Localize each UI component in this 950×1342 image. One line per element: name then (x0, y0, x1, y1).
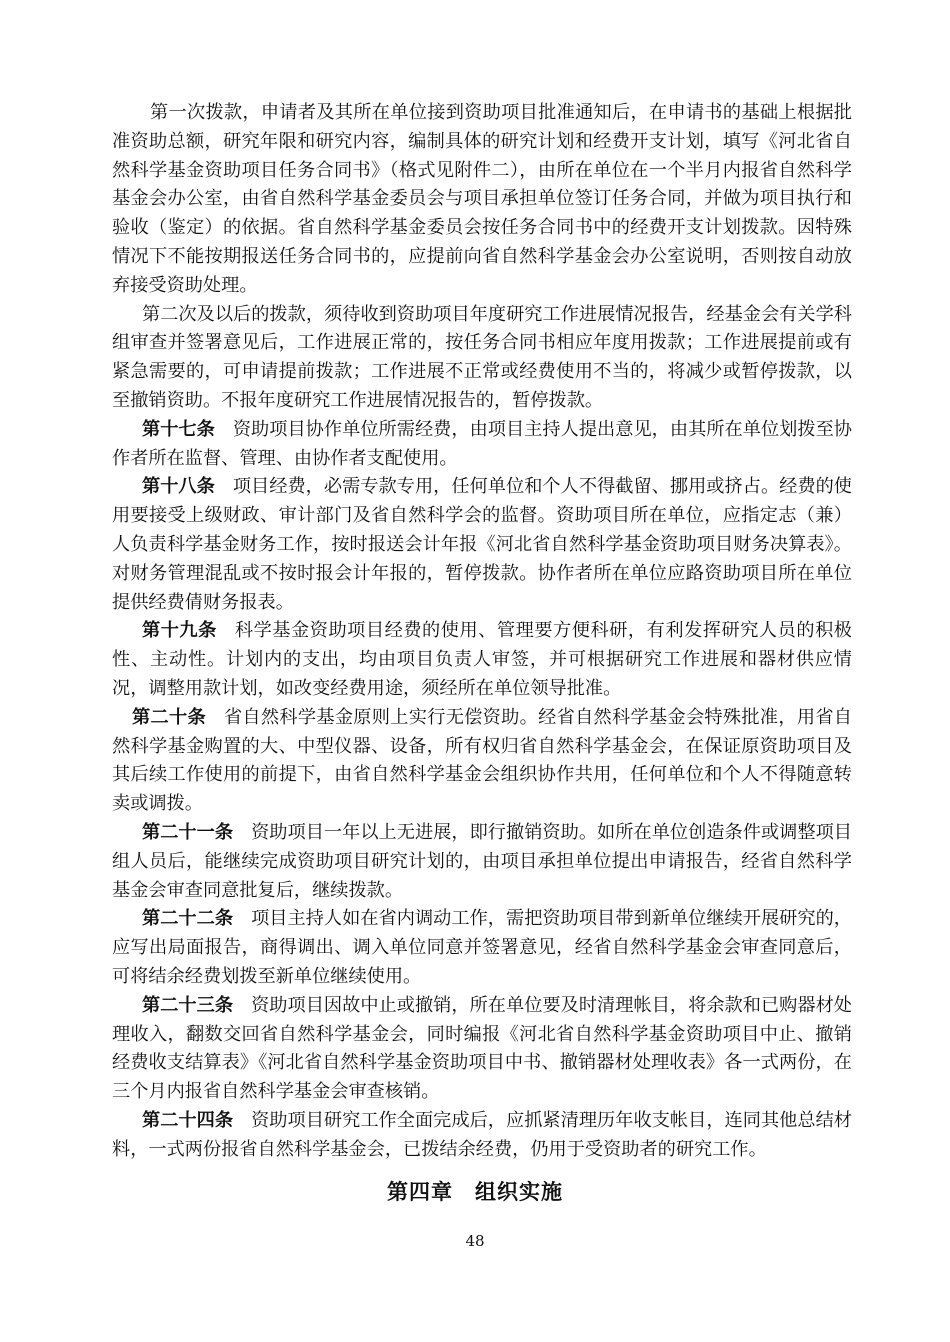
body-text (112, 99, 852, 1164)
article-19 (112, 617, 852, 703)
paragraph-text: 第二次及以后的拨款，须待收到资助项目年度研究工作进展情况报告，经基金会有关学科组审查并签署意见后，工作进展正常的，按任务合同书相应年度用拨款；工作进展提前或有紧急需要的，可申请提前拨款；工作进展不正常或经费使用不当的，将减少或暂停拨款，以至撤销资助。不报年度研究工作进展情况报告的，暂停拨款。 (112, 303, 852, 411)
article-text: 项目主持人如在省内调动工作，需把资助项目带到新单位继续开展研究的，应写出局面报告，商得调出、调入单位同意并签署意见，经省自然科学基金会审查同意后，可将结余经费划拨至新单位继续使用。 (112, 908, 852, 987)
article-number: 第二十四条 (142, 1109, 234, 1131)
article-20 (112, 704, 852, 819)
article-18 (112, 473, 852, 617)
chapter-title: 组织实施 (475, 1179, 563, 1204)
article-24 (112, 1107, 852, 1165)
article-number: 第十八条 (142, 476, 215, 498)
article-number: 第二十二条 (142, 908, 234, 930)
article-22 (112, 905, 852, 991)
article-text: 资助项目协作单位所需经费，由项目主持人提出意见，由其所在单位划拨至协作者所在监督、管理、由协作者支配使用。 (112, 418, 852, 469)
article-text: 资助项目因故中止或撤销，所在单位要及时清理帐目，将余款和已购器材处理收入，翻数交回省自然科学基金会，同时编报《河北省自然科学基金资助项目中止、撤销经费收支结算表》《河北省自然科学基金资助项目中书、撤销器材处理收表》各一式两份，在三个月内报省自然科学基金会审查核销。 (112, 994, 852, 1103)
paragraph-second-disbursement (112, 301, 852, 416)
article-number: 第二十三条 (142, 994, 234, 1016)
article-17 (112, 416, 852, 474)
chapter-number: 第四章 (387, 1179, 453, 1204)
article-number: 第二十一条 (142, 821, 234, 843)
paragraph-first-disbursement (112, 99, 852, 301)
article-23 (112, 992, 852, 1107)
article-text: 省自然科学基金原则上实行无偿资助。经省自然科学基金会特殊批准，用省自然科学基金购置的大、中型仪器、设备，所有权归省自然科学基金会，在保证原资助项目及其后续工作使用的前提下，由省自然科学基金会组织协作共用，任何单位和个人不得随意转卖或调拨。 (112, 706, 852, 815)
article-text: 资助项目研究工作全面完成后，应抓紧清理历年收支帐目，连同其他总结材料，一式两份报省自然科学基金会，已拨结余经费，仍用于受资助者的研究工作。 (112, 1109, 852, 1160)
article-21 (112, 819, 852, 905)
article-number: 第十九条 (142, 620, 217, 642)
article-text: 资助项目一年以上无进展，即行撤销资助。如所在单位创造条件或调整项目组人员后，能继续完成资助项目研究计划的，由项目承担单位提出申请报告，经省自然科学基金会审查同意批复后，继续拨款。 (112, 821, 852, 901)
article-number: 第二十条 (132, 706, 206, 728)
article-text: 科学基金资助项目经费的使用、管理要方便科研，有利发挥研究人员的积极性、主动性。计划内的支出，均由项目负责人审签，并可根据研究工作进展和器材供应情况，调整用款计划，如改变经费用途，须经所在单位领导批准。 (112, 620, 852, 699)
page-number: 48 (465, 1232, 485, 1250)
article-text: 项目经费，必需专款专用，任何单位和个人不得截留、挪用或挤占。经费的使用要接受上级财政、审计部门及省自然科学会的监督。资助项目所在单位，应指定志（兼）人负责科学基金财务工作，按时报送会计年报《河北省自然科学基金资助项目财务决算表》。对财务管理混乱或不按时报会计年报的，暂停拨款。协作者所在单位应路资助项目所在单位提供经费倩财务报表。 (112, 476, 852, 613)
article-number: 第十七条 (142, 418, 215, 440)
paragraph-text: 第一次拨款，申请者及其所在单位接到资助项目批准通知后，在申请书的基础上根据批准资助总额，研究年限和研究内容，编制具体的研究计划和经费开支计划，填写《河北省自然科学基金资助项目任务合同书》（格式见附件二），由所在单位在一个半月内报省自然科学基金会办公室，由省自然科学基金委员会与项目承担单位签订任务合同，并做为项目执行和验收（鉴定）的依据。省自然科学基金委员会按任务合同书中的经费开支计划拨款。因特殊情况下不能按期报送任务合同书的，应提前向省自然科学基金会办公室说明，否则按自动放弃接受资助处理。 (112, 102, 852, 296)
chapter-heading (0, 1176, 950, 1206)
